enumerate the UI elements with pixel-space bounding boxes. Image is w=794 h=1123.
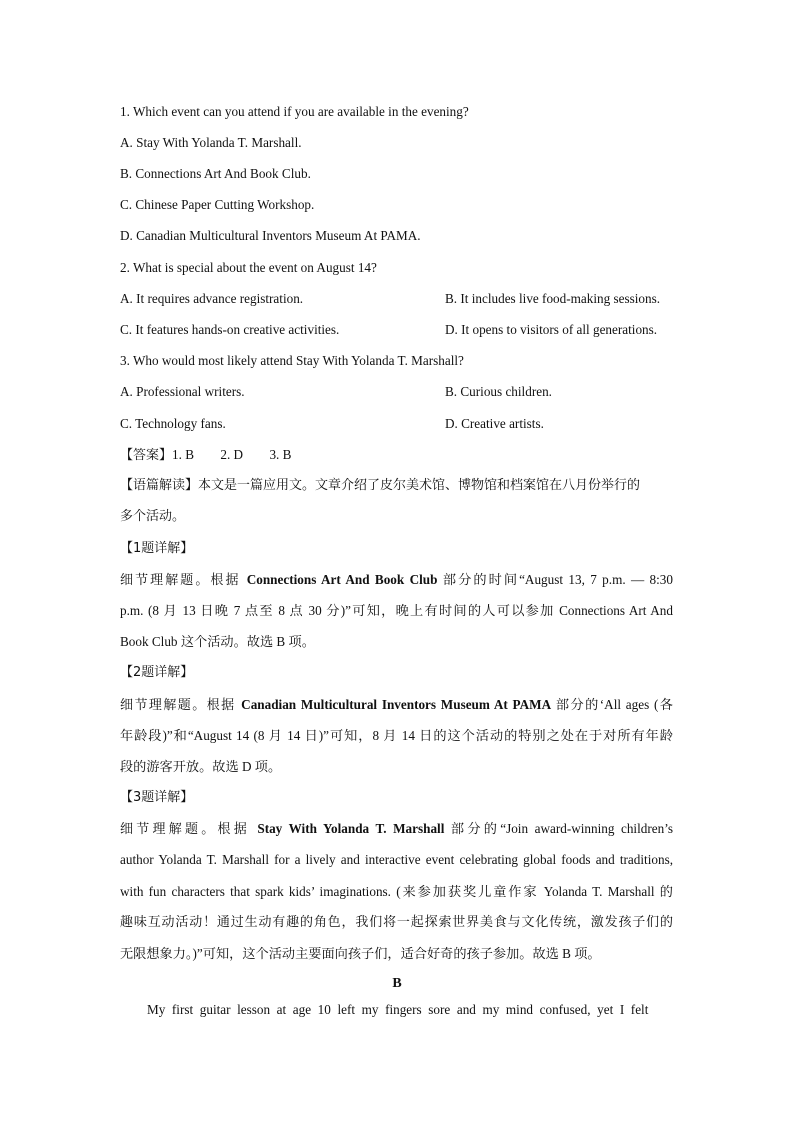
answer-values: 1. B 2. D 3. B [172, 447, 292, 462]
passage-analysis-text: 本文是一篇应用文。文章介绍了皮尔美术馆、博物馆和档案馆在八月份举行的 [198, 478, 641, 493]
explanation-3-heading: 【3题详解】 [120, 790, 194, 805]
explanation-3-line-4: 趣味互动活动！通过生动有趣的角色，我们将一起探索世界美食与文化传统，激发孩子们的 [120, 915, 673, 930]
question-3-option-c: C. Technology fans. [120, 416, 226, 431]
explanation-1-line-3: Book Club 这个活动。故选 B 项。 [120, 634, 315, 649]
question-1-option-a: A. Stay With Yolanda T. Marshall. [120, 135, 302, 150]
section-b-heading: B [392, 976, 402, 991]
explanation-1-line-2: p.m. (8 月 13 日晚 7 点至 8 点 30 分)”可知，晚上有时间的人可以参加 Connections Art And [120, 603, 673, 618]
question-3-option-b: B. Curious children. [445, 384, 552, 399]
question-2-option-a: A. It requires advance registration. [120, 291, 304, 306]
question-2-option-d: D. It opens to visitors of all generations. [445, 322, 658, 337]
question-2-option-b: B. It includes live food-making sessions. [445, 291, 661, 306]
question-1-stem: 1. Which event can you attend if you are available in the evening? [120, 104, 469, 119]
explanation-3-line-5: 无限想象力。)”可知，这个活动主要面向孩子们，适合好奇的孩子参加。故选 B 项。 [120, 946, 601, 961]
explanation-3-line-1: 细节理解题。根据 Stay With Yolanda T. Marshall 部分的“Join award-winning children’s [120, 821, 673, 837]
question-3-stem: 3. Who would most likely attend Stay With Yolanda T. Marshall? [120, 353, 464, 368]
explanation-2-line-3: 段的游客开放。故选 D 项。 [120, 759, 282, 774]
question-1-option-d: D. Canadian Multicultural Inventors Museum At PAMA. [120, 228, 421, 243]
explanation-3-line-3: with fun characters that spark kids’ imaginations. (来参加获奖儿童作家 Yolanda T. Marshall 的 [120, 884, 673, 899]
passage-analysis-line-1 [120, 476, 640, 496]
explanation-1-line-1: 细节理解题。根据 Connections Art And Book Club 部分的时间“August 13, 7 p.m. — 8:30 [120, 572, 673, 588]
passage-analysis-line-2: 多个活动。 [120, 509, 186, 524]
passage-analysis-label: 【语篇解读】 [120, 478, 199, 493]
question-1-option-c: C. Chinese Paper Cutting Workshop. [120, 197, 315, 212]
explanation-2-line-1: 细节理解题。根据 Canadian Multicultural Inventors Museum At PAMA 部分的‘All ages (各 [120, 697, 673, 713]
explanation-2-line-2: 年龄段)”和“August 14 (8 月 14 日)”可知，8 月 14 日的这个活动的特别之处在于对所有年龄 [120, 728, 673, 743]
question-2-option-c: C. It features hands-on creative activities. [120, 322, 340, 337]
explanation-1-heading: 【1题详解】 [120, 541, 194, 556]
answer-line [120, 445, 291, 466]
explanation-3-line-2: author Yolanda T. Marshall for a lively and interactive event celebrating global foods and traditions, [120, 852, 673, 867]
explanation-2-heading: 【2题详解】 [120, 665, 194, 680]
question-3-option-a: A. Professional writers. [120, 384, 245, 399]
question-1-option-b: B. Connections Art And Book Club. [120, 166, 311, 181]
answer-label: 【答案】 [120, 448, 173, 463]
question-2-stem: 2. What is special about the event on August 14? [120, 260, 377, 275]
section-b-first-line: My first guitar lesson at age 10 left my fingers sore and my mind confused, yet I felt [147, 1002, 649, 1017]
question-3-option-d: D. Creative artists. [445, 416, 544, 431]
